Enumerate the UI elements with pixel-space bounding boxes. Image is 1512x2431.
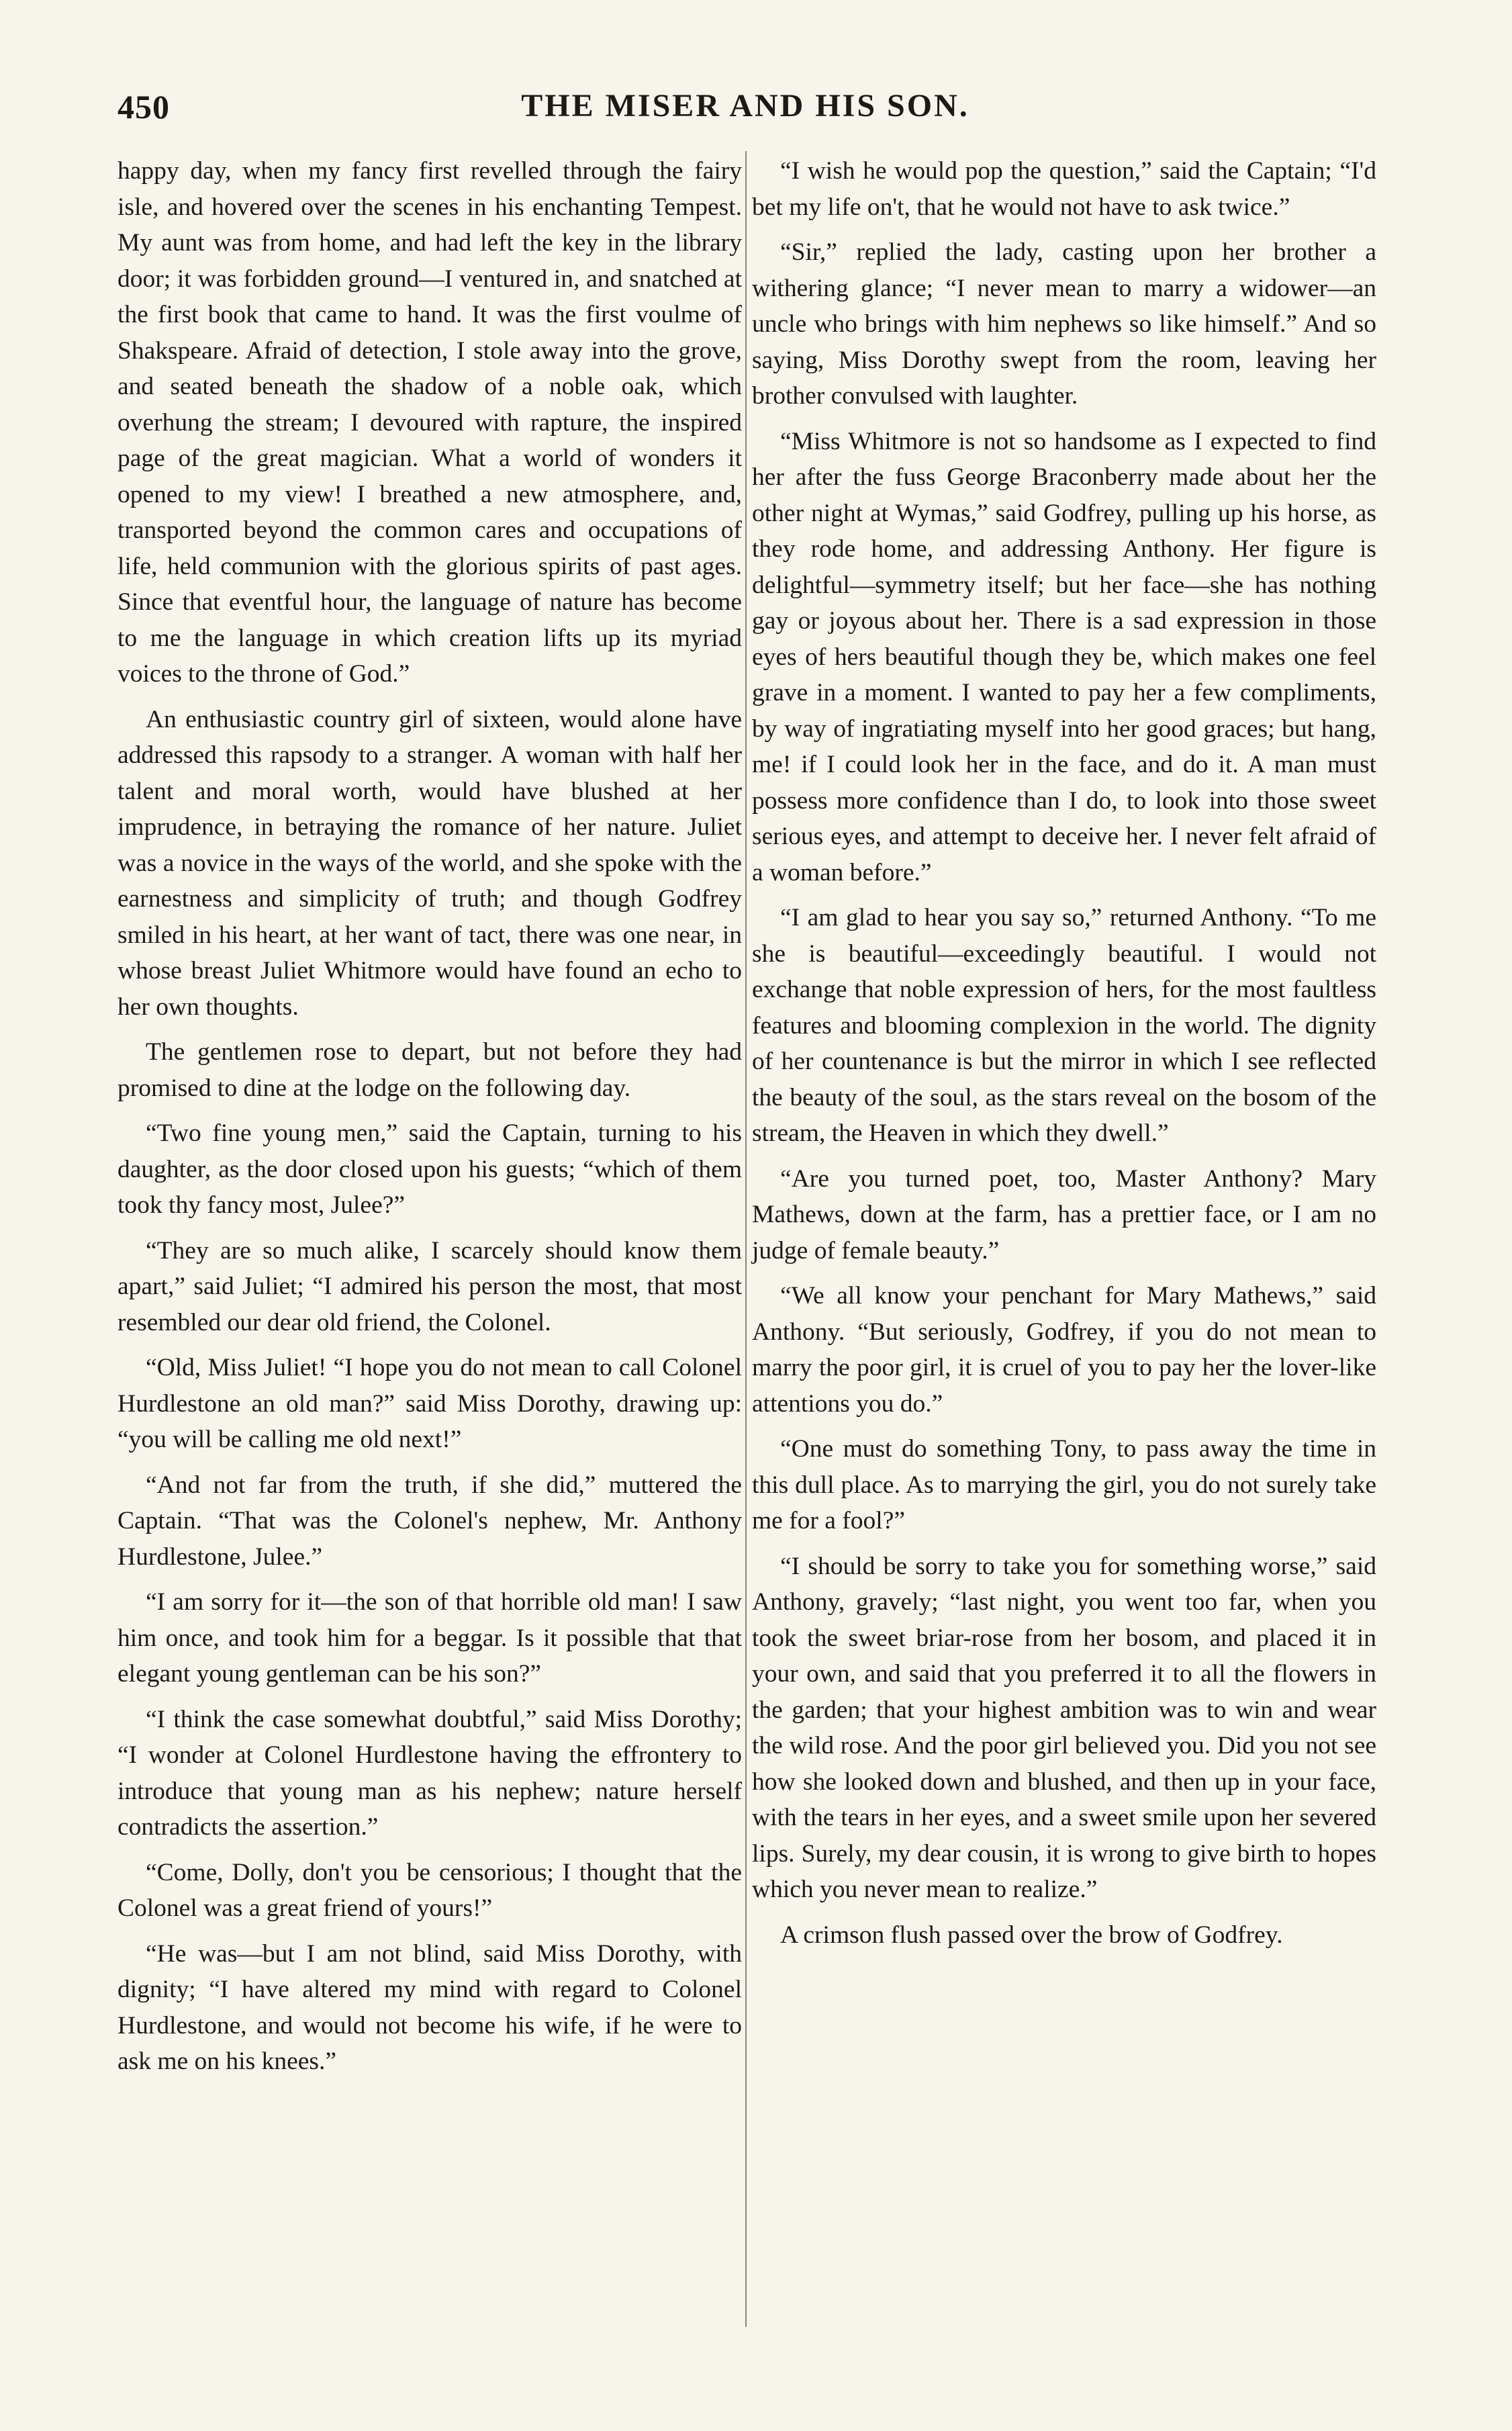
paragraph: “They are so much alike, I scarcely should know them apart,” said Juliet; “I admired his person the most, that most resembled our dear old friend, the Colonel. bbox=[117, 1236, 742, 1336]
right-column bbox=[752, 153, 1376, 1962]
paragraph: “One must do something Tony, to pass away the time in this dull place. As to marrying the girl, you do not surely take me for a fool?” bbox=[752, 1435, 1376, 1534]
paragraph: “I should be sorry to take you for something worse,” said Anthony, gravely; “last night, you went too far, when you took the sweet briar-rose from her bosom, and placed it in your own, and said that you preferred it to all the flowers in the garden; that your highest ambition was to win and wear the wild rose. And the poor girl believed you. Did you not see how she looked down and blushed, and then up in your face, with the tears in her eyes, and a sweet smile upon her severed lips. Surely, my dear cousin, it is wrong to give birth to hopes which you never mean to realize.” bbox=[752, 1552, 1376, 1903]
paragraph: happy day, when my fancy first revelled through the fairy isle, and hovered over the scenes in his enchanting Tempest. My aunt was from home, and had left the key in the library door; it was forbidden ground—I ventured in, and snatched at the first book that came to hand. It was the first voulme of Shakspeare. Afraid of detection, I stole away into the grove, and seated beneath the shadow of a noble oak, which overhung the stream; I devoured with rapture, the inspired page of the great magician. What a world of wonders it opened to my view! I breathed a new atmosphere, and, transported beyond the common cares and occupations of life, held communion with the glorious spirits of past ages. Since that eventful hour, the language of nature has become to me the language in which creation lifts up its myriad voices to the throne of God.” bbox=[117, 157, 742, 688]
paragraph: “I think the case somewhat doubtful,” said Miss Dorothy; “I wonder at Colonel Hurdlestone having the effrontery to introduce that young man as his nephew; nature herself contradicts the assertion.” bbox=[117, 1705, 742, 1841]
paragraph: “Sir,” replied the lady, casting upon her brother a withering glance; “I never mean to marry a widower—an uncle who brings with him nephews so like himself.” And so saying, Miss Dorothy swept from the room, leaving her brother convulsed with laughter. bbox=[752, 238, 1376, 410]
paragraph: “Miss Whitmore is not so handsome as I expected to find her after the fuss George Braconberry made about her the other night at Wymas,” said Godfrey, pulling up his horse, as they rode home, and addressing Anthony. Her figure is delightful—symmetry itself; but her face—she has nothing gay or joyous about her. There is a sad expression in those eyes of hers beautiful though they be, which makes one feel grave in a moment. I wanted to pay her a few compliments, by way of ingratiating myself into her good graces; but hang, me! if I could look her in the face, and do it. A man must possess more confidence than I do, to look into those sweet serious eyes, and attempt to deceive her. I never felt afraid of a woman before.” bbox=[752, 427, 1376, 886]
paragraph: A crimson flush passed over the brow of Godfrey. bbox=[780, 1921, 1283, 1949]
paragraph: “Come, Dolly, don't you be censorious; I thought that the Colonel was a great friend of yours!” bbox=[117, 1858, 742, 1922]
paragraph: The gentlemen rose to depart, but not before they had promised to dine at the lodge on the following day. bbox=[117, 1038, 742, 1102]
paragraph: “I wish he would pop the question,” said the Captain; “I'd bet my life on't, that he would not have to ask twice.” bbox=[752, 157, 1376, 221]
paragraph: “He was—but I am not blind, said Miss Dorothy, with dignity; “I have altered my mind with regard to Colonel Hurdlestone, and would not become his wife, if he were to ask me on his knees.” bbox=[117, 1939, 742, 2075]
paragraph: “Old, Miss Juliet! “I hope you do not mean to call Colonel Hurdlestone an old man?” said Miss Dorothy, drawing up: “you will be calling me old next!” bbox=[117, 1354, 742, 1453]
left-column bbox=[117, 153, 742, 2089]
paragraph: “We all know your penchant for Mary Mathews,” said Anthony. “But seriously, Godfrey, if you do not mean to marry the poor girl, it is cruel of you to pay her the lover-like attentions you do.” bbox=[752, 1282, 1376, 1418]
page-number: 450 bbox=[117, 88, 170, 126]
running-title: THE MISER AND HIS SON. bbox=[521, 88, 970, 124]
paragraph: “I am glad to hear you say so,” returned Anthony. “To me she is beautiful—exceedingly beautiful. I would not exchange that noble expression of hers, for the most faultless features and blooming complexion in the world. The dignity of her countenance is but the mirror in which I see reflected the beauty of the soul, as the stars reveal on the bosom of the stream, the Heaven in which they dwell.” bbox=[752, 904, 1376, 1147]
paragraph: “I am sorry for it—the son of that horrible old man! I saw him once, and took him for a beggar. Is it possible that that elegant young gentleman can be his son?” bbox=[117, 1588, 742, 1688]
page-header bbox=[117, 87, 1373, 134]
paragraph: “Are you turned poet, too, Master Anthony? Mary Mathews, down at the farm, has a prettier face, or I am no judge of female beauty.” bbox=[752, 1164, 1376, 1265]
paragraph: “Two fine young men,” said the Captain, turning to his daughter, as the door closed upon his guests; “which of them took thy fancy most, Julee?” bbox=[117, 1119, 742, 1219]
column-divider bbox=[745, 151, 747, 2327]
paragraph: “And not far from the truth, if she did,” muttered the Captain. “That was the Colonel's nephew, Mr. Anthony Hurdlestone, Julee.” bbox=[117, 1471, 742, 1571]
paragraph: An enthusiastic country girl of sixteen, would alone have addressed this rapsody to a stranger. A woman with half her talent and moral worth, would have blushed at her imprudence, in betraying the romance of her nature. Juliet was a novice in the ways of the world, and she spoke with the earnestness and simplicity of truth; and though Godfrey smiled in his heart, at her want of tact, there was one near, in whose breast Juliet Whitmore would have found an echo to her own thoughts. bbox=[117, 705, 742, 1021]
